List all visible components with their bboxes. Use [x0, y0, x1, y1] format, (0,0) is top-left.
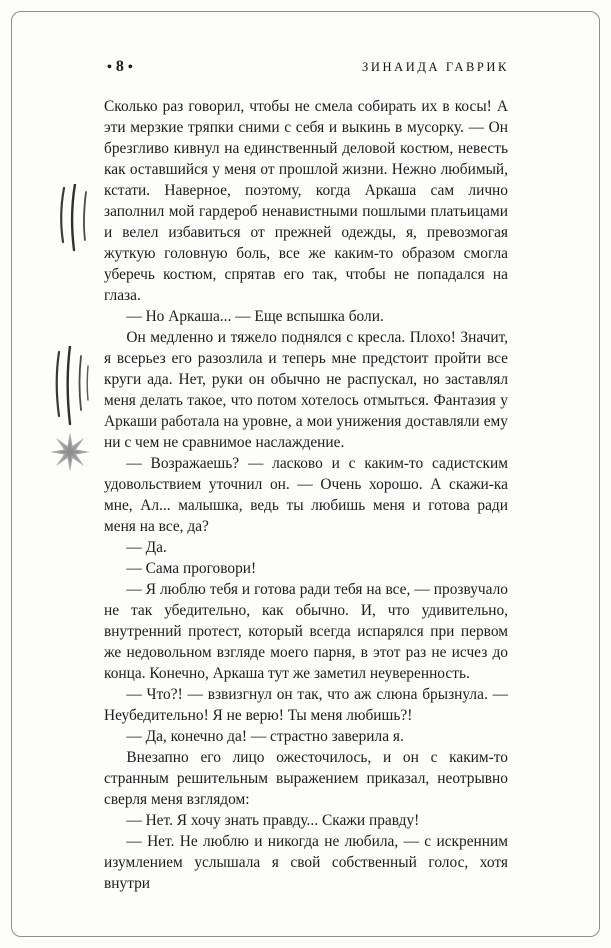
paragraph: — Но Аркаша... — Еще вспышка боли. — [126, 308, 384, 325]
paragraph: — Что?! — взвизгнул он так, что аж слюна брызнула. — Неубедительно! Я не верю! Ты меня любишь?! — [104, 686, 508, 724]
page-number-bullet-right: • — [127, 60, 134, 75]
paragraph: — Нет. Не люблю и никогда не любила, — с искренним изумлением услышала я свой собственный голос, хотя внутри — [104, 833, 508, 892]
paragraph: — Да. — [126, 539, 167, 556]
paragraph: — Возражаешь? — ласково и с каким-то садистским удовольствием уточнил он. — Очень хорошо. А скажи-ка мне, Ал... малышка, ведь ты любишь меня и готова ради меня на все, да? — [104, 455, 508, 535]
running-header — [104, 58, 509, 76]
paragraph: — Да, конечно да! — страстно заверила я. — [126, 728, 404, 745]
paragraph: — Нет. Я хочу знать правду... Скажи правду! — [126, 812, 420, 829]
page-text — [104, 96, 508, 894]
margin-scratches-decoration-middle — [50, 346, 92, 428]
page-number-value: 8 — [115, 58, 125, 75]
running-header-author: ЗИНАИДА ГАВРИК — [362, 60, 509, 74]
page-number — [104, 58, 137, 76]
paragraph: Сколько раз говорил, чтобы не смела собирать их в косы! А эти мерзкие тряпки сними с себя и выкинь в мусорку. — Он брезгливо кивнул на единственный деловой костюм, невесть как оставшийся у меня от прошлой жизни. Нежно любимый, кстати. Наверное, поэтому, когда Аркаша сам лично заполнил мой гардероб ненавистными пошлыми платьицами и велел избавиться от прежней одежды, я, превозмогая жуткую головную боль, все же каким-то образом смогла уберечь костюм, спрятав его так, чтобы не попадался на глаза. — [104, 98, 508, 304]
page-number-bullet-left: • — [107, 60, 113, 75]
star-ornament-decoration — [48, 430, 92, 474]
paragraph: — Сама проговори! — [126, 560, 257, 577]
paragraph: Он медленно и тяжело поднялся с кресла. Плохо! Значит, я всерьез его разозлила и теперь мне предстоит пройти все круги ада. Нет, руки он обычно не распускал, но заставлял меня делать такое, что потом хотелось отмыться. Фантазия у Аркаши работала на уровне, а мои унижения доставляли ему ни с чем не сравнимое наслаждение. — [104, 329, 508, 451]
margin-scratches-decoration-top — [54, 184, 94, 254]
paragraph: Внезапно его лицо ожесточилось, и он с каким-то странным решительным выражением приказал, неотрывно сверля меня взглядом: — [104, 749, 508, 808]
paragraph: — Я люблю тебя и готова ради тебя на все, — прозвучало не так убедительно, как обычно. И, что удивительно, внутренний протест, который всегда испарялся при первом же недовольном взгляде моего парня, в этот раз не исчез до конца. Конечно, Аркаша тут же заметил неуверенность. — [104, 581, 508, 682]
